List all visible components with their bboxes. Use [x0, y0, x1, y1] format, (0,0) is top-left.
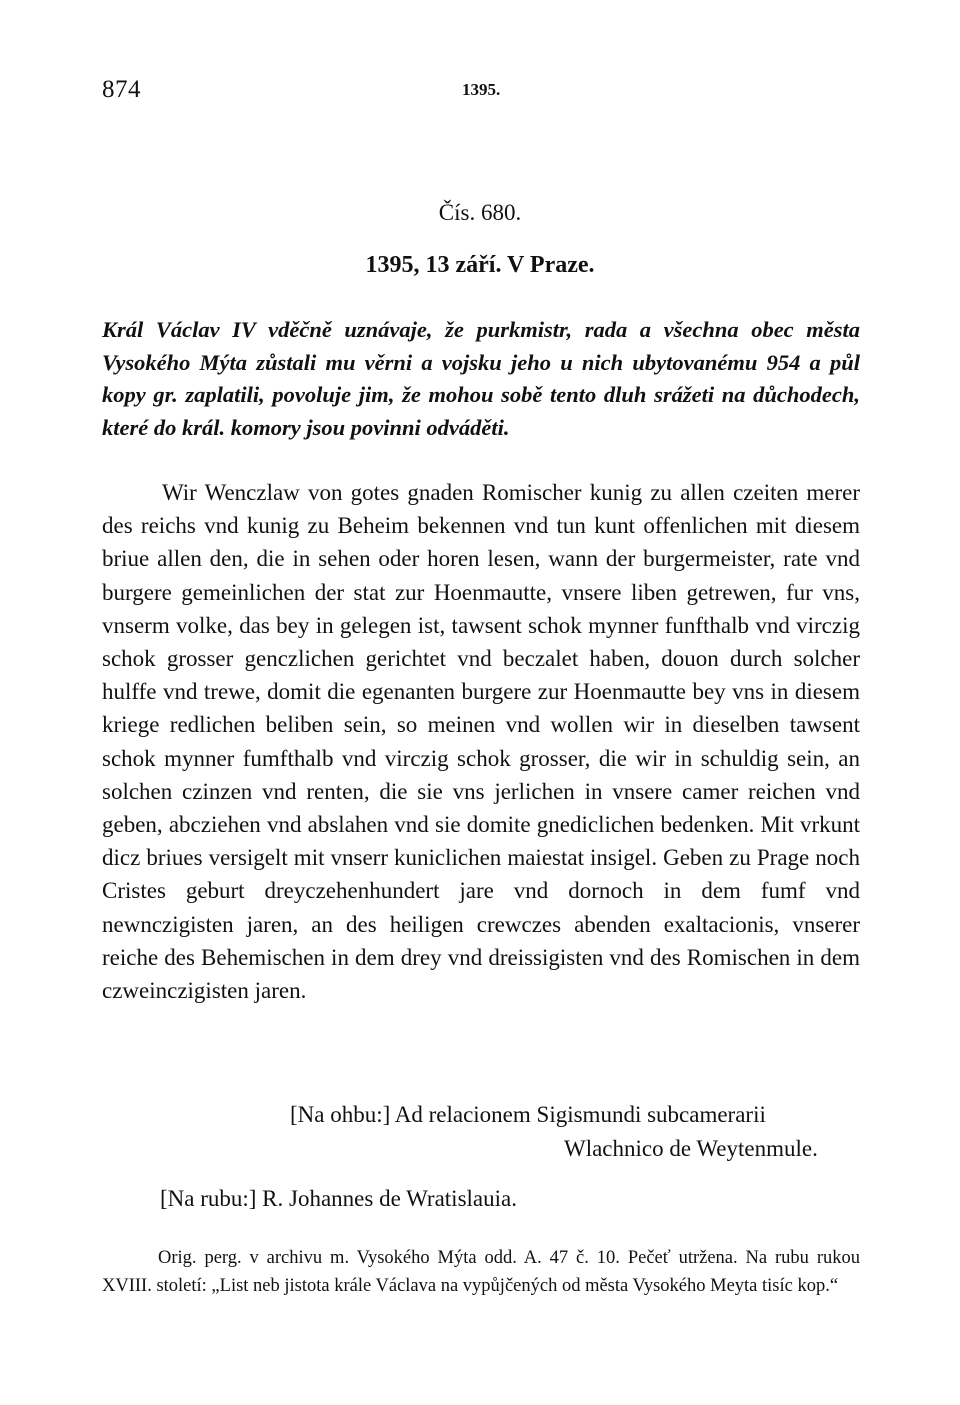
source-footnote: Orig. perg. v archivu m. Vysokého Mýta odd. A. 47 č. 10. Pečeť utržena. Na rubu rukou XVIII. století: „List neb jistota krále Václava na vypůjčených od města Vysokého Meyta tisíc kop.“ [102, 1248, 860, 1296]
dorsal-note: [Na rubu:] R. Johannes de Wratislauia. [160, 1186, 517, 1211]
regest-summary: Král Václav IV vděčně uznávaje, že purkmistr, rada a všechna obec města Vysokého Mýta zůstali mu věrni a vojsku jeho u nich ubytovanému 954 a půl kopy gr. zaplatili, povoluje jim, že mohou sobě tento dluh srážeti na důchodech, které do král. komory jsou povinni odváděti. [102, 317, 860, 440]
document-date-place: 1395, 13 září. V Praze. [365, 252, 595, 278]
endorsement-line-2: Wlachnico de Weytenmule. [564, 1136, 818, 1161]
endorsement-line-1: [Na ohbu:] Ad relacionem Sigismundi subcamerarii [290, 1102, 766, 1127]
page-number: 874 [102, 76, 141, 103]
document-number: Čís. 680. [438, 200, 522, 225]
charter-text: Wir Wenczlaw von gotes gnaden Romischer kunig zu allen czeiten merer des reichs vnd kunig zu Beheim bekennen vnd tun kunt offenlichen mit diesem briue allen den, die in sehen oder horen lesen, wann der burgermeister, rate vnd burgere gemeinlichen der stat zur Hoenmautte, vnsere liben getrewen, fur vns, vnserm volke, das bey in gelegen ist, tawsent schok mynner funfthalb vnd virczig schok grosser genczlichen gerichtet vnd beczalet haben, douon durch solcher hulffe vnd trewe, domit die egenanten burgere zur Hoenmautte bey vns in diesem kriege redlichen beliben sein, so meinen vnd wollen wir in dieselben tawsent schok mynner fumfthalb vnd virczig schok grosser, die wir in schuldig sein, an solchen czinzen vnd renten, die sie vns jerlichen in vnsere camer reichen vnd geben, abcziehen vnd abslahen vnd sie domite gnediclichen bedenken. Mit vrkunt dicz briues versigelt mit vnserr kuniclichen maiestat insigel. Geben zu Prage noch Cristes geburt dreyczehenhundert jare vnd dornoch in dem fumf vnd newnczigisten jaren, an des heiligen crewczes abenden exaltacionis, vnserer reiche des Behemischen in dem drey vnd dreissigisten vnd des Romischen in dem czweinczigisten jaren. [102, 480, 860, 1004]
running-header-year: 1395. [462, 80, 501, 99]
